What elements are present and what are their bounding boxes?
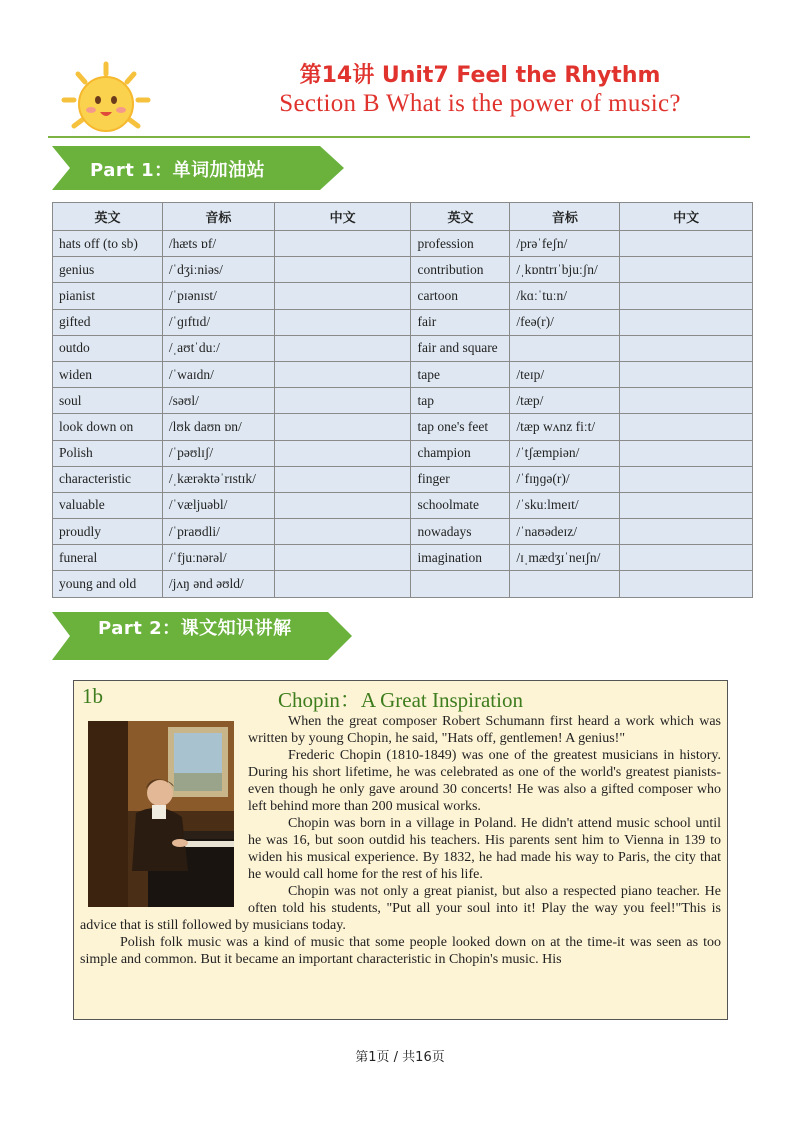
sun-mascot-icon (58, 60, 154, 144)
chinese-cell[interactable] (620, 440, 753, 466)
english-word-cell: profession (411, 231, 510, 257)
chinese-cell[interactable] (620, 519, 753, 545)
english-word-cell: contribution (411, 257, 510, 283)
phonetic-cell: /ˈfjuːnərəl/ (162, 545, 274, 571)
part1-label: Part 1：单词加油站 (90, 160, 266, 181)
table-header-row (53, 203, 753, 231)
english-word-cell: valuable (53, 492, 163, 518)
header-english: 英文 (53, 203, 163, 231)
phonetic-cell: /teɪp/ (510, 361, 620, 387)
page-title: 第14讲 Unit7 Feel the Rhythm (299, 63, 661, 88)
phonetic-cell: /lʊk daʊn ɒn/ (162, 414, 274, 440)
phonetic-cell: /tæp wʌnz fiːt/ (510, 414, 620, 440)
english-word-cell: finger (411, 466, 510, 492)
reading-paragraph: When the great composer Robert Schumann first heard a work which was written by young Chopin, he said, "Hats off, gentlemen! A genius!" (248, 714, 721, 746)
phonetic-cell: /prəˈfeʃn/ (510, 231, 620, 257)
chinese-cell[interactable] (274, 414, 411, 440)
chinese-cell[interactable] (274, 388, 411, 414)
phonetic-cell: /ˈtʃæmpiən/ (510, 440, 620, 466)
english-word-cell: gifted (53, 309, 163, 335)
page-number: 第1页 / 共16页 (355, 1050, 445, 1065)
chinese-cell[interactable] (274, 492, 411, 518)
chinese-cell[interactable] (620, 361, 753, 387)
english-word-cell: fair (411, 309, 510, 335)
chinese-cell[interactable] (620, 545, 753, 571)
english-word-cell: tape (411, 361, 510, 387)
chinese-cell[interactable] (274, 335, 411, 361)
chinese-cell[interactable] (274, 283, 411, 309)
english-word-cell: pianist (53, 283, 163, 309)
chinese-cell[interactable] (274, 545, 411, 571)
chinese-cell[interactable] (620, 414, 753, 440)
chinese-cell[interactable] (274, 519, 411, 545)
phonetic-cell: /feə(r)/ (510, 309, 620, 335)
english-word-cell: genius (53, 257, 163, 283)
english-word-cell: young and old (53, 571, 163, 597)
phonetic-cell: /ˌaʊtˈduː/ (162, 335, 274, 361)
table-row (53, 571, 753, 597)
chinese-cell[interactable] (274, 440, 411, 466)
english-word-cell: tap one's feet (411, 414, 510, 440)
table-row (53, 492, 753, 518)
reading-paragraph: Frederic Chopin (1810-1849) was one of the greatest musicians in history. During his short lifetime, he was celebrated as one of the world's greatest pianists-even though he only gave around 30 concerts! He was also a gifted composer who left behind more than 200 musical works. (248, 748, 721, 814)
chinese-cell[interactable] (620, 257, 753, 283)
part2-banner (52, 612, 352, 656)
english-word-cell: imagination (411, 545, 510, 571)
reading-passage (73, 680, 728, 1020)
table-row (53, 283, 753, 309)
phonetic-cell: /ˈpraʊdli/ (162, 519, 274, 545)
table-row (53, 231, 753, 257)
header-chinese: 中文 (274, 203, 411, 231)
chinese-cell[interactable] (274, 361, 411, 387)
english-word-cell: outdo (53, 335, 163, 361)
header-english-2: 英文 (411, 203, 510, 231)
part2-label: Part 2：课文知识讲解 (98, 618, 292, 639)
phonetic-cell (510, 335, 620, 361)
english-word-cell: widen (53, 361, 163, 387)
chinese-cell[interactable] (274, 466, 411, 492)
chinese-cell[interactable] (620, 283, 753, 309)
table-row (53, 335, 753, 361)
chinese-cell[interactable] (620, 231, 753, 257)
phonetic-cell: /ɪˌmædʒɪˈneɪʃn/ (510, 545, 620, 571)
english-word-cell: fair and square (411, 335, 510, 361)
phonetic-cell (510, 571, 620, 597)
header-chinese-2: 中文 (620, 203, 753, 231)
english-word-cell: funeral (53, 545, 163, 571)
english-word-cell: nowadays (411, 519, 510, 545)
phonetic-cell: /ˈvæljuəbl/ (162, 492, 274, 518)
chopin-painting (88, 721, 234, 907)
phonetic-cell: /tæp/ (510, 388, 620, 414)
table-row (53, 440, 753, 466)
phonetic-cell: /ˈfɪŋɡə(r)/ (510, 466, 620, 492)
table-row (53, 519, 753, 545)
reading-label: 1b (82, 684, 103, 708)
english-word-cell: cartoon (411, 283, 510, 309)
header-phonetic: 音标 (162, 203, 274, 231)
phonetic-cell: /jʌŋ ənd əʊld/ (162, 571, 274, 597)
chinese-cell[interactable] (274, 257, 411, 283)
table-row (53, 388, 753, 414)
english-word-cell: Polish (53, 440, 163, 466)
chinese-cell[interactable] (274, 571, 411, 597)
phonetic-cell: /ˈpɪənɪst/ (162, 283, 274, 309)
english-word-cell: characteristic (53, 466, 163, 492)
table-row (53, 466, 753, 492)
chinese-cell[interactable] (620, 492, 753, 518)
phonetic-cell: /ˈɡɪftɪd/ (162, 309, 274, 335)
english-word-cell: schoolmate (411, 492, 510, 518)
reading-title: Chopin：A Great Inspiration (278, 688, 523, 712)
table-row (53, 257, 753, 283)
header-phonetic-2: 音标 (510, 203, 620, 231)
phonetic-cell: /ˌkærəktəˈrɪstɪk/ (162, 466, 274, 492)
reading-paragraph: Chopin was not only a great pianist, but also a respected piano teacher. He often told his students, "Put all your soul into it! Play the way you feel!"This is advice that is still followed by musicians today. (80, 884, 721, 933)
phonetic-cell: /səʊl/ (162, 388, 274, 414)
table-row (53, 414, 753, 440)
phonetic-cell: /ˈnaʊədeɪz/ (510, 519, 620, 545)
phonetic-cell: /ˌkɒntrɪˈbjuːʃn/ (510, 257, 620, 283)
phonetic-cell: /hæts ɒf/ (162, 231, 274, 257)
english-word-cell (411, 571, 510, 597)
english-word-cell: champion (411, 440, 510, 466)
table-row (53, 545, 753, 571)
chinese-cell[interactable] (620, 388, 753, 414)
phonetic-cell: /ˈpəʊlɪʃ/ (162, 440, 274, 466)
vocab-table (52, 202, 753, 598)
english-word-cell: tap (411, 388, 510, 414)
english-word-cell: proudly (53, 519, 163, 545)
reading-paragraph: Chopin was born in a village in Poland. He didn't attend music school until he was 16, but soon outdid his teachers. His parents sent him to Vienna in 139 to widen his musical experience. By 1832, he had made his way to Paris, the city that he would call home for the rest of his life. (248, 816, 721, 882)
chinese-cell[interactable] (274, 309, 411, 335)
english-word-cell: look down on (53, 414, 163, 440)
reading-paragraph: Polish folk music was a kind of music that some people looked down on at the time-it was seen as too simple and common. But it became an important characteristic in Chopin's music. His (80, 935, 721, 967)
chinese-cell[interactable] (620, 466, 753, 492)
chinese-cell[interactable] (274, 231, 411, 257)
part1-banner (52, 146, 344, 190)
header-divider (48, 136, 750, 138)
phonetic-cell: /kɑːˈtuːn/ (510, 283, 620, 309)
table-row (53, 361, 753, 387)
table-row (53, 309, 753, 335)
chinese-cell[interactable] (620, 335, 753, 361)
english-word-cell: soul (53, 388, 163, 414)
chinese-cell[interactable] (620, 571, 753, 597)
chinese-cell[interactable] (620, 309, 753, 335)
phonetic-cell: /ˈdʒiːniəs/ (162, 257, 274, 283)
english-word-cell: hats off (to sb) (53, 231, 163, 257)
phonetic-cell: /ˈwaɪdn/ (162, 361, 274, 387)
phonetic-cell: /ˈskuːlmeɪt/ (510, 492, 620, 518)
page-subtitle: Section B What is the power of music? (279, 90, 681, 117)
